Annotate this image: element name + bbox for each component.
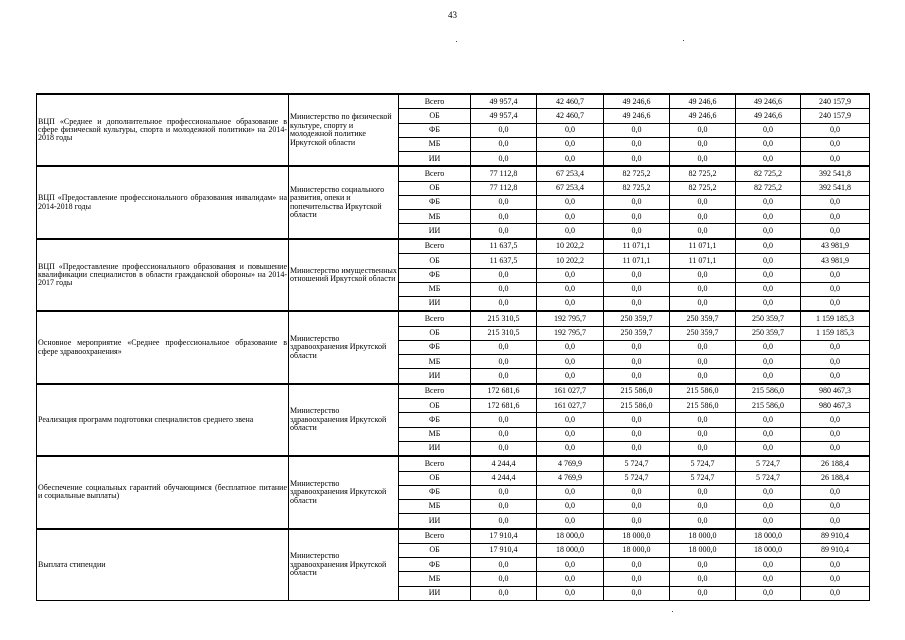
scan-speck xyxy=(683,40,684,41)
year-2014-cell: 172 681,6 xyxy=(471,399,537,413)
year-2017-cell: 0,0 xyxy=(670,296,736,311)
year-2018-cell: 82 725,2 xyxy=(736,181,801,195)
year-2014-cell: 4 244,4 xyxy=(471,471,537,485)
year-2017-cell: 215 586,0 xyxy=(670,384,736,399)
year-2016-cell: 0,0 xyxy=(604,224,670,239)
year-2017-cell: 0,0 xyxy=(670,514,736,529)
year-2017-cell: 0,0 xyxy=(670,485,736,499)
year-2017-cell: 0,0 xyxy=(670,427,736,441)
year-2015-cell: 0,0 xyxy=(537,572,604,586)
year-2016-cell: 0,0 xyxy=(604,572,670,586)
program-name-cell: Основное мероприятие «Среднее профессиональное образование в сфере здравоохранения» xyxy=(37,311,289,383)
total-cell: 0,0 xyxy=(801,123,870,137)
total-cell: 0,0 xyxy=(801,514,870,529)
total-cell: 0,0 xyxy=(801,152,870,167)
year-2014-cell: 77 112,8 xyxy=(471,181,537,195)
year-2014-cell: 0,0 xyxy=(471,224,537,239)
total-cell: 0,0 xyxy=(801,500,870,514)
funding-source-cell: ФБ xyxy=(399,268,471,282)
year-2014-cell: 0,0 xyxy=(471,296,537,311)
funding-source-cell: ОБ xyxy=(399,471,471,485)
funding-source-cell: ФБ xyxy=(399,123,471,137)
program-name-cell: Реализация программ подготовки специалистов среднего звена xyxy=(37,384,289,456)
year-2015-cell: 0,0 xyxy=(537,485,604,499)
year-2017-cell: 215 586,0 xyxy=(670,399,736,413)
total-cell: 392 541,8 xyxy=(801,181,870,195)
total-cell: 0,0 xyxy=(801,355,870,369)
year-2018-cell: 0,0 xyxy=(736,485,801,499)
year-2017-cell: 0,0 xyxy=(670,137,736,151)
funding-source-cell: Всего xyxy=(399,456,471,471)
table-row xyxy=(37,384,870,399)
year-2016-cell: 0,0 xyxy=(604,152,670,167)
funding-source-cell: ИИ xyxy=(399,224,471,239)
ministry-cell: Министерство социального развития, опеки и попечительства Иркутской области xyxy=(289,166,399,238)
scan-speck xyxy=(456,41,457,42)
year-2015-cell: 0,0 xyxy=(537,196,604,210)
table-row xyxy=(37,166,870,181)
year-2017-cell: 82 725,2 xyxy=(670,166,736,181)
year-2016-cell: 0,0 xyxy=(604,282,670,296)
total-cell: 0,0 xyxy=(801,210,870,224)
year-2018-cell: 0,0 xyxy=(736,413,801,427)
year-2014-cell: 77 112,8 xyxy=(471,166,537,181)
year-2016-cell: 49 246,6 xyxy=(604,109,670,123)
total-cell: 240 157,9 xyxy=(801,109,870,123)
year-2015-cell: 4 769,9 xyxy=(537,456,604,471)
year-2018-cell: 82 725,2 xyxy=(736,166,801,181)
year-2014-cell: 0,0 xyxy=(471,196,537,210)
year-2017-cell: 0,0 xyxy=(670,413,736,427)
year-2018-cell: 0,0 xyxy=(736,268,801,282)
year-2017-cell: 0,0 xyxy=(670,441,736,456)
total-cell: 0,0 xyxy=(801,413,870,427)
total-cell: 43 981,9 xyxy=(801,239,870,254)
ministry-cell: Министерство имущественных отношений Иркутской области xyxy=(289,239,399,311)
year-2018-cell: 0,0 xyxy=(736,572,801,586)
total-cell: 392 541,8 xyxy=(801,166,870,181)
funding-source-cell: Всего xyxy=(399,239,471,254)
funding-source-cell: Всего xyxy=(399,94,471,109)
year-2016-cell: 0,0 xyxy=(604,268,670,282)
year-2016-cell: 215 586,0 xyxy=(604,384,670,399)
year-2016-cell: 0,0 xyxy=(604,500,670,514)
year-2018-cell: 5 724,7 xyxy=(736,456,801,471)
year-2015-cell: 0,0 xyxy=(537,369,604,384)
funding-source-cell: ОБ xyxy=(399,326,471,340)
year-2015-cell: 18 000,0 xyxy=(537,529,604,544)
table-row xyxy=(37,311,870,326)
year-2014-cell: 0,0 xyxy=(471,572,537,586)
year-2016-cell: 0,0 xyxy=(604,296,670,311)
total-cell: 0,0 xyxy=(801,427,870,441)
year-2018-cell: 0,0 xyxy=(736,514,801,529)
year-2017-cell: 0,0 xyxy=(670,340,736,354)
year-2018-cell: 215 586,0 xyxy=(736,384,801,399)
year-2016-cell: 18 000,0 xyxy=(604,544,670,558)
page-number: 43 xyxy=(448,10,457,20)
year-2014-cell: 0,0 xyxy=(471,152,537,167)
funding-source-cell: ОБ xyxy=(399,254,471,268)
year-2014-cell: 0,0 xyxy=(471,137,537,151)
year-2014-cell: 0,0 xyxy=(471,485,537,499)
year-2016-cell: 0,0 xyxy=(604,210,670,224)
year-2016-cell: 0,0 xyxy=(604,123,670,137)
total-cell: 26 188,4 xyxy=(801,471,870,485)
total-cell: 0,0 xyxy=(801,296,870,311)
year-2015-cell: 0,0 xyxy=(537,282,604,296)
program-name-cell: Выплата стипендии xyxy=(37,529,289,601)
funding-source-cell: МБ xyxy=(399,282,471,296)
program-name-cell: ВЦП «Предоставление профессионального образования и повышение квалификации специалистов в области гражданской обороны» на 2014-2017 годы xyxy=(37,239,289,311)
year-2015-cell: 67 253,4 xyxy=(537,166,604,181)
table-row xyxy=(37,94,870,109)
year-2014-cell: 215 310,5 xyxy=(471,311,537,326)
year-2018-cell: 0,0 xyxy=(736,500,801,514)
year-2016-cell: 0,0 xyxy=(604,485,670,499)
year-2014-cell: 0,0 xyxy=(471,369,537,384)
funding-source-cell: МБ xyxy=(399,500,471,514)
year-2017-cell: 18 000,0 xyxy=(670,544,736,558)
year-2018-cell: 215 586,0 xyxy=(736,399,801,413)
year-2015-cell: 161 027,7 xyxy=(537,384,604,399)
funding-source-cell: ФБ xyxy=(399,558,471,572)
year-2018-cell: 0,0 xyxy=(736,427,801,441)
program-name-cell: ВЦП «Среднее и дополнительное профессиональное образование в сфере физической культуры, спорта и молодежной политики» на 2014-2018 годы xyxy=(37,94,289,166)
year-2017-cell: 82 725,2 xyxy=(670,181,736,195)
funding-source-cell: ФБ xyxy=(399,485,471,499)
year-2014-cell: 215 310,5 xyxy=(471,326,537,340)
funding-source-cell: ОБ xyxy=(399,544,471,558)
funding-source-cell: МБ xyxy=(399,427,471,441)
year-2016-cell: 0,0 xyxy=(604,586,670,600)
year-2017-cell: 0,0 xyxy=(670,369,736,384)
funding-source-cell: ИИ xyxy=(399,441,471,456)
funding-source-cell: ФБ xyxy=(399,413,471,427)
year-2015-cell: 67 253,4 xyxy=(537,181,604,195)
year-2016-cell: 0,0 xyxy=(604,196,670,210)
total-cell: 0,0 xyxy=(801,558,870,572)
year-2018-cell: 0,0 xyxy=(736,441,801,456)
total-cell: 980 467,3 xyxy=(801,384,870,399)
total-cell: 43 981,9 xyxy=(801,254,870,268)
year-2014-cell: 0,0 xyxy=(471,282,537,296)
year-2014-cell: 0,0 xyxy=(471,558,537,572)
year-2018-cell: 18 000,0 xyxy=(736,544,801,558)
year-2017-cell: 250 359,7 xyxy=(670,326,736,340)
year-2018-cell: 0,0 xyxy=(736,224,801,239)
year-2014-cell: 49 957,4 xyxy=(471,94,537,109)
year-2015-cell: 0,0 xyxy=(537,137,604,151)
total-cell: 89 910,4 xyxy=(801,544,870,558)
year-2015-cell: 192 795,7 xyxy=(537,326,604,340)
year-2017-cell: 250 359,7 xyxy=(670,311,736,326)
year-2017-cell: 0,0 xyxy=(670,196,736,210)
year-2015-cell: 0,0 xyxy=(537,268,604,282)
year-2017-cell: 0,0 xyxy=(670,282,736,296)
year-2017-cell: 0,0 xyxy=(670,355,736,369)
ministry-cell: Министерство здравоохранения Иркутской области xyxy=(289,384,399,456)
year-2017-cell: 5 724,7 xyxy=(670,471,736,485)
year-2016-cell: 0,0 xyxy=(604,558,670,572)
year-2015-cell: 42 460,7 xyxy=(537,109,604,123)
ministry-cell: Министерство по физической культуре, спорту и молодежной политике Иркутской области xyxy=(289,94,399,166)
year-2015-cell: 192 795,7 xyxy=(537,311,604,326)
year-2015-cell: 0,0 xyxy=(537,152,604,167)
year-2014-cell: 0,0 xyxy=(471,500,537,514)
total-cell: 980 467,3 xyxy=(801,399,870,413)
total-cell: 0,0 xyxy=(801,137,870,151)
year-2018-cell: 0,0 xyxy=(736,355,801,369)
ministry-cell: Министерство здравоохранения Иркутской области xyxy=(289,529,399,601)
year-2016-cell: 0,0 xyxy=(604,355,670,369)
funding-source-cell: Всего xyxy=(399,384,471,399)
year-2015-cell: 0,0 xyxy=(537,441,604,456)
total-cell: 0,0 xyxy=(801,340,870,354)
year-2018-cell: 0,0 xyxy=(736,586,801,600)
funding-source-cell: ОБ xyxy=(399,399,471,413)
year-2018-cell: 18 000,0 xyxy=(736,529,801,544)
year-2016-cell: 5 724,7 xyxy=(604,456,670,471)
year-2016-cell: 0,0 xyxy=(604,340,670,354)
year-2017-cell: 5 724,7 xyxy=(670,456,736,471)
table-row xyxy=(37,529,870,544)
table-row xyxy=(37,239,870,254)
funding-source-cell: МБ xyxy=(399,137,471,151)
year-2016-cell: 215 586,0 xyxy=(604,399,670,413)
funding-source-cell: МБ xyxy=(399,572,471,586)
year-2014-cell: 0,0 xyxy=(471,123,537,137)
year-2018-cell: 0,0 xyxy=(736,282,801,296)
year-2017-cell: 11 071,1 xyxy=(670,254,736,268)
year-2015-cell: 42 460,7 xyxy=(537,94,604,109)
year-2015-cell: 0,0 xyxy=(537,340,604,354)
total-cell: 0,0 xyxy=(801,586,870,600)
year-2014-cell: 0,0 xyxy=(471,355,537,369)
year-2016-cell: 5 724,7 xyxy=(604,471,670,485)
year-2018-cell: 49 246,6 xyxy=(736,109,801,123)
funding-source-cell: ОБ xyxy=(399,109,471,123)
year-2018-cell: 0,0 xyxy=(736,123,801,137)
year-2018-cell: 0,0 xyxy=(736,558,801,572)
funding-source-cell: Всего xyxy=(399,166,471,181)
funding-source-cell: Всего xyxy=(399,529,471,544)
year-2018-cell: 0,0 xyxy=(736,196,801,210)
total-cell: 1 159 185,3 xyxy=(801,311,870,326)
year-2018-cell: 0,0 xyxy=(736,369,801,384)
ministry-cell: Министерство здравоохранения Иркутской области xyxy=(289,311,399,383)
year-2017-cell: 0,0 xyxy=(670,572,736,586)
year-2016-cell: 11 071,1 xyxy=(604,254,670,268)
total-cell: 0,0 xyxy=(801,485,870,499)
year-2016-cell: 0,0 xyxy=(604,137,670,151)
year-2016-cell: 250 359,7 xyxy=(604,326,670,340)
year-2016-cell: 49 246,6 xyxy=(604,94,670,109)
year-2015-cell: 161 027,7 xyxy=(537,399,604,413)
year-2017-cell: 0,0 xyxy=(670,152,736,167)
year-2018-cell: 0,0 xyxy=(736,152,801,167)
total-cell: 89 910,4 xyxy=(801,529,870,544)
year-2016-cell: 250 359,7 xyxy=(604,311,670,326)
funding-source-cell: ИИ xyxy=(399,586,471,600)
funding-source-cell: ИИ xyxy=(399,369,471,384)
year-2016-cell: 0,0 xyxy=(604,413,670,427)
table-row xyxy=(37,456,870,471)
year-2016-cell: 82 725,2 xyxy=(604,166,670,181)
total-cell: 240 157,9 xyxy=(801,94,870,109)
year-2016-cell: 82 725,2 xyxy=(604,181,670,195)
year-2015-cell: 0,0 xyxy=(537,123,604,137)
year-2017-cell: 0,0 xyxy=(670,224,736,239)
year-2014-cell: 0,0 xyxy=(471,413,537,427)
year-2014-cell: 4 244,4 xyxy=(471,456,537,471)
scan-speck xyxy=(672,611,673,612)
year-2018-cell: 0,0 xyxy=(736,340,801,354)
year-2014-cell: 172 681,6 xyxy=(471,384,537,399)
total-cell: 0,0 xyxy=(801,282,870,296)
funding-source-cell: ИИ xyxy=(399,152,471,167)
year-2015-cell: 0,0 xyxy=(537,514,604,529)
year-2014-cell: 0,0 xyxy=(471,514,537,529)
funding-table xyxy=(36,93,870,601)
year-2017-cell: 18 000,0 xyxy=(670,529,736,544)
year-2018-cell: 250 359,7 xyxy=(736,311,801,326)
year-2014-cell: 11 637,5 xyxy=(471,254,537,268)
year-2015-cell: 0,0 xyxy=(537,427,604,441)
year-2017-cell: 0,0 xyxy=(670,558,736,572)
funding-source-cell: МБ xyxy=(399,210,471,224)
year-2017-cell: 0,0 xyxy=(670,268,736,282)
total-cell: 0,0 xyxy=(801,369,870,384)
year-2015-cell: 10 202,2 xyxy=(537,239,604,254)
year-2014-cell: 0,0 xyxy=(471,210,537,224)
funding-source-cell: ФБ xyxy=(399,196,471,210)
total-cell: 0,0 xyxy=(801,441,870,456)
total-cell: 26 188,4 xyxy=(801,456,870,471)
year-2015-cell: 0,0 xyxy=(537,558,604,572)
funding-source-cell: ИИ xyxy=(399,296,471,311)
total-cell: 0,0 xyxy=(801,572,870,586)
year-2016-cell: 0,0 xyxy=(604,441,670,456)
year-2015-cell: 18 000,0 xyxy=(537,544,604,558)
year-2015-cell: 0,0 xyxy=(537,500,604,514)
year-2014-cell: 0,0 xyxy=(471,268,537,282)
year-2015-cell: 4 769,9 xyxy=(537,471,604,485)
program-name-cell: Обеспечение социальных гарантий обучающимся (бесплатное питание и социальные выплаты) xyxy=(37,456,289,528)
total-cell: 1 159 185,3 xyxy=(801,326,870,340)
year-2018-cell: 250 359,7 xyxy=(736,326,801,340)
year-2015-cell: 10 202,2 xyxy=(537,254,604,268)
year-2015-cell: 0,0 xyxy=(537,413,604,427)
year-2015-cell: 0,0 xyxy=(537,586,604,600)
year-2014-cell: 0,0 xyxy=(471,586,537,600)
year-2014-cell: 11 637,5 xyxy=(471,239,537,254)
year-2016-cell: 0,0 xyxy=(604,369,670,384)
year-2015-cell: 0,0 xyxy=(537,296,604,311)
year-2015-cell: 0,0 xyxy=(537,355,604,369)
year-2017-cell: 0,0 xyxy=(670,210,736,224)
year-2017-cell: 49 246,6 xyxy=(670,94,736,109)
total-cell: 0,0 xyxy=(801,224,870,239)
year-2016-cell: 18 000,0 xyxy=(604,529,670,544)
funding-source-cell: ФБ xyxy=(399,340,471,354)
year-2014-cell: 0,0 xyxy=(471,441,537,456)
year-2017-cell: 0,0 xyxy=(670,500,736,514)
year-2018-cell: 0,0 xyxy=(736,239,801,254)
year-2014-cell: 49 957,4 xyxy=(471,109,537,123)
year-2018-cell: 0,0 xyxy=(736,296,801,311)
total-cell: 0,0 xyxy=(801,196,870,210)
year-2016-cell: 11 071,1 xyxy=(604,239,670,254)
funding-source-cell: ИИ xyxy=(399,514,471,529)
year-2016-cell: 0,0 xyxy=(604,427,670,441)
year-2015-cell: 0,0 xyxy=(537,224,604,239)
year-2014-cell: 17 910,4 xyxy=(471,544,537,558)
year-2018-cell: 5 724,7 xyxy=(736,471,801,485)
program-name-cell: ВЦП «Предоставление профессионального образования инвалидам» на 2014-2018 годы xyxy=(37,166,289,238)
ministry-cell: Министерство здравоохранения Иркутской области xyxy=(289,456,399,528)
year-2015-cell: 0,0 xyxy=(537,210,604,224)
funding-source-cell: Всего xyxy=(399,311,471,326)
year-2018-cell: 49 246,6 xyxy=(736,94,801,109)
year-2017-cell: 0,0 xyxy=(670,586,736,600)
funding-source-cell: ОБ xyxy=(399,181,471,195)
year-2017-cell: 0,0 xyxy=(670,123,736,137)
funding-source-cell: МБ xyxy=(399,355,471,369)
year-2018-cell: 0,0 xyxy=(736,137,801,151)
year-2018-cell: 0,0 xyxy=(736,210,801,224)
year-2017-cell: 11 071,1 xyxy=(670,239,736,254)
year-2017-cell: 49 246,6 xyxy=(670,109,736,123)
year-2016-cell: 0,0 xyxy=(604,514,670,529)
year-2018-cell: 0,0 xyxy=(736,254,801,268)
year-2014-cell: 0,0 xyxy=(471,427,537,441)
total-cell: 0,0 xyxy=(801,268,870,282)
year-2014-cell: 0,0 xyxy=(471,340,537,354)
year-2014-cell: 17 910,4 xyxy=(471,529,537,544)
